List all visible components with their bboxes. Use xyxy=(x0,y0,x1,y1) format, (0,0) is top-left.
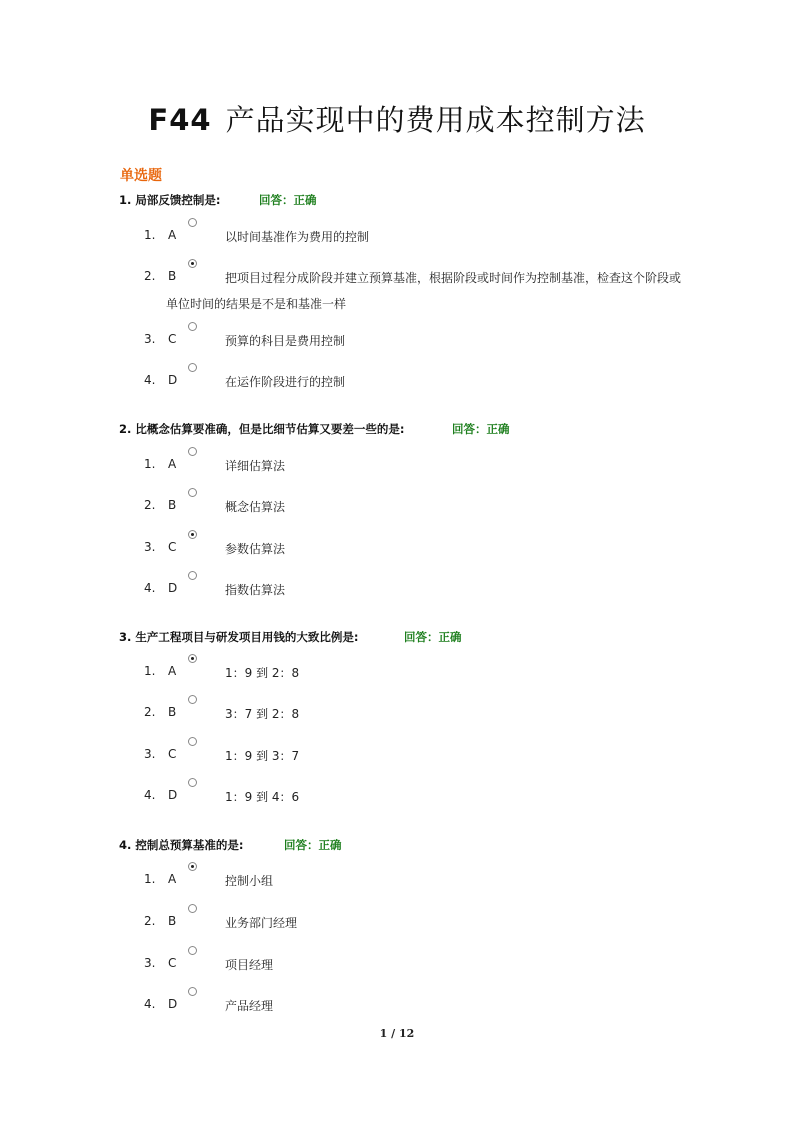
radio-button[interactable] xyxy=(188,904,197,913)
section-label: 单选题 xyxy=(120,168,162,184)
question-text: 1. 局部反馈控制是: xyxy=(119,193,221,207)
radio-button[interactable] xyxy=(188,571,197,580)
option-letter: A xyxy=(168,228,177,242)
option-number: 4. xyxy=(144,581,156,595)
course-code: F44 xyxy=(148,103,212,137)
option-number: 4. xyxy=(144,997,156,1011)
option-text: 1：9 到 3：7 xyxy=(225,749,300,763)
option-text: 1：9 到 4：6 xyxy=(225,790,300,804)
option-number: 4. xyxy=(144,373,156,387)
radio-button-checked[interactable] xyxy=(188,862,197,871)
question-text: 3. 生产工程项目与研发项目用钱的大致比例是: xyxy=(119,630,359,644)
option-number: 1. xyxy=(144,872,156,886)
radio-button[interactable] xyxy=(188,987,197,996)
page-number: 1 / 12 xyxy=(379,1027,415,1040)
option-letter: C xyxy=(168,747,177,761)
option-text: 详细估算法 xyxy=(225,459,286,473)
option-letter: A xyxy=(168,872,177,886)
option-letter: C xyxy=(168,956,177,970)
option-text: 指数估算法 xyxy=(225,583,286,597)
option-letter: D xyxy=(168,997,178,1011)
option-letter: C xyxy=(168,332,177,346)
option-number: 3. xyxy=(144,540,156,554)
page-title xyxy=(0,98,794,139)
answer-status: 回答：正确 xyxy=(259,193,317,207)
option-text: 项目经理 xyxy=(225,958,274,972)
question-text: 2. 比概念估算要准确，但是比细节估算又要差一些的是: xyxy=(119,422,405,436)
radio-button[interactable] xyxy=(188,447,197,456)
option-number: 2. xyxy=(144,705,156,719)
option-text: 在运作阶段进行的控制 xyxy=(225,375,346,389)
option-letter: D xyxy=(168,581,178,595)
option-number: 1. xyxy=(144,457,156,471)
radio-button[interactable] xyxy=(188,737,197,746)
option-letter: B xyxy=(168,914,177,928)
answer-status: 回答：正确 xyxy=(284,838,342,852)
option-text: 控制小组 xyxy=(225,874,274,888)
option-number: 3. xyxy=(144,747,156,761)
question-text: 4. 控制总预算基准的是: xyxy=(119,838,244,852)
radio-button[interactable] xyxy=(188,363,197,372)
course-title: 产品实现中的费用成本控制方法 xyxy=(225,103,646,137)
option-letter: B xyxy=(168,705,177,719)
option-letter: D xyxy=(168,788,178,802)
radio-button[interactable] xyxy=(188,322,197,331)
option-text: 概念估算法 xyxy=(225,500,286,514)
option-number: 1. xyxy=(144,228,156,242)
option-number: 3. xyxy=(144,332,156,346)
radio-button[interactable] xyxy=(188,778,197,787)
option-letter: C xyxy=(168,540,177,554)
option-text: 3：7 到 2：8 xyxy=(225,707,300,721)
option-text: 参数估算法 xyxy=(225,542,286,556)
radio-button[interactable] xyxy=(188,488,197,497)
option-text: 以时间基准作为费用的控制 xyxy=(225,230,370,244)
option-text: 产品经理 xyxy=(225,999,274,1013)
option-number: 4. xyxy=(144,788,156,802)
radio-button-checked[interactable] xyxy=(188,530,197,539)
radio-button-checked[interactable] xyxy=(188,654,197,663)
option-letter: B xyxy=(168,269,177,283)
option-number: 2. xyxy=(144,914,156,928)
radio-button-checked[interactable] xyxy=(188,259,197,268)
answer-status: 回答：正确 xyxy=(404,630,462,644)
option-number: 1. xyxy=(144,664,156,678)
answer-status: 回答：正确 xyxy=(452,422,510,436)
option-letter: D xyxy=(168,373,178,387)
option-letter: B xyxy=(168,498,177,512)
option-number: 2. xyxy=(144,269,156,283)
radio-button[interactable] xyxy=(188,695,197,704)
option-number: 3. xyxy=(144,956,156,970)
option-number: 2. xyxy=(144,498,156,512)
option-text: 把项目过程分成阶段并建立预算基准，根据阶段或时间作为控制基准，检查这个阶段或 xyxy=(225,271,682,285)
radio-button[interactable] xyxy=(188,946,197,955)
option-text: 业务部门经理 xyxy=(225,916,298,930)
option-text: 1：9 到 2：8 xyxy=(225,666,300,680)
option-text: 预算的科目是费用控制 xyxy=(225,334,346,348)
option-letter: A xyxy=(168,457,177,471)
option-letter: A xyxy=(168,664,177,678)
option-text-continued: 单位时间的结果是不是和基准一样 xyxy=(166,297,347,311)
radio-button[interactable] xyxy=(188,218,197,227)
